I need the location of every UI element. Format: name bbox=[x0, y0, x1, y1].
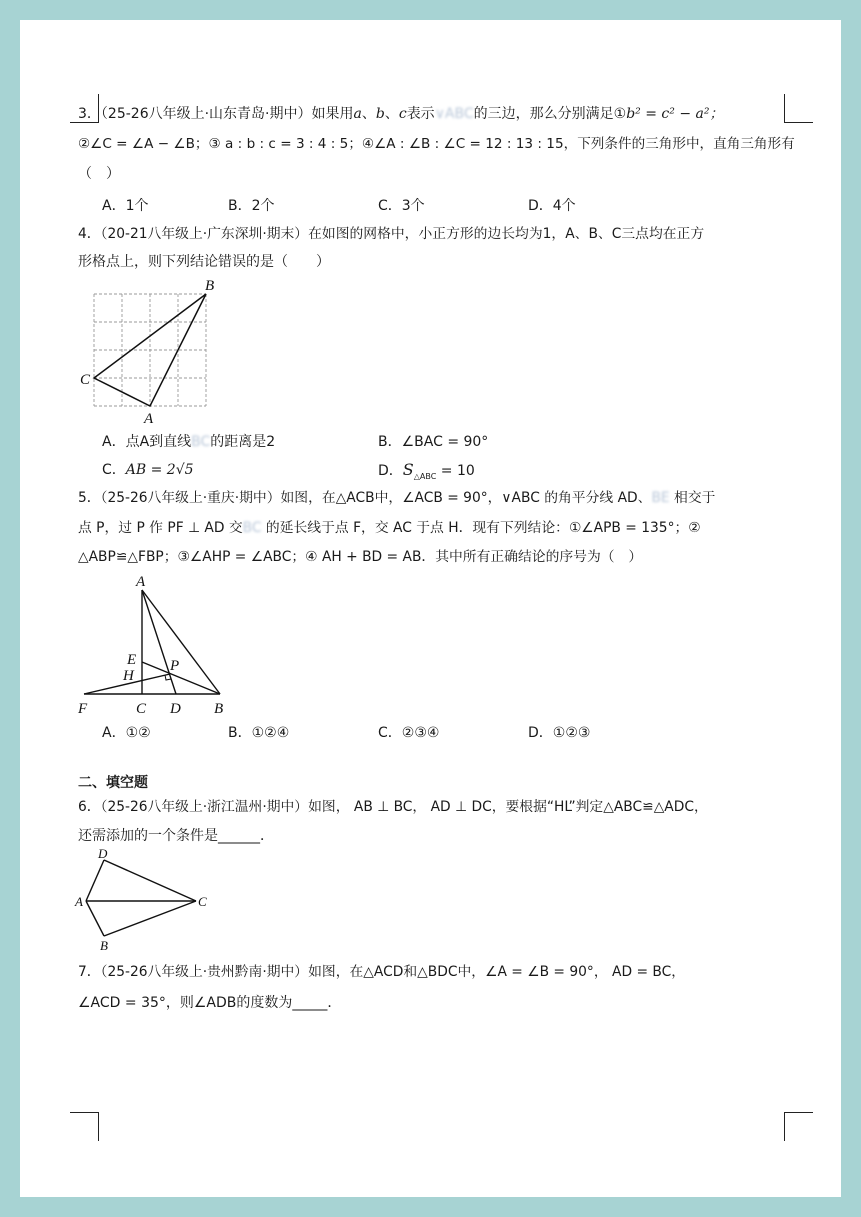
q7-line-2: ∠ACD = 35°，则∠ADB的度数为_____． bbox=[78, 995, 342, 1011]
q5-label-e: E bbox=[127, 652, 137, 668]
q5-line-1: 5．（25-26八年级上·重庆·期中）如图，在△ACB中，∠ACB = 90°，∨ABC 的角平分线 AD、BE 相交于 bbox=[78, 490, 716, 506]
q5-label-f: F bbox=[78, 701, 88, 717]
q5-option-d: D．①②③ bbox=[528, 725, 591, 741]
worksheet-page bbox=[20, 20, 841, 1197]
q6-label-b: B bbox=[100, 938, 108, 953]
q5-label-c: C bbox=[136, 701, 147, 717]
q5-label-d: D bbox=[170, 701, 181, 717]
q4-option-d: D．$S_{\triangle ABC} = 10$ bbox=[378, 460, 475, 481]
q3-option-b: B．2个 bbox=[228, 198, 275, 214]
q4-grid-figure bbox=[74, 276, 224, 424]
q5-option-c: C．②③④ bbox=[378, 725, 440, 741]
q5-option-a: A．①② bbox=[102, 725, 151, 741]
q3-option-d: D．4个 bbox=[528, 198, 576, 214]
q4-grid-lines bbox=[94, 294, 206, 406]
q5-segment-ad bbox=[142, 590, 176, 694]
q3-option-c: C．3个 bbox=[378, 198, 425, 214]
q4-label-c: C bbox=[80, 372, 91, 388]
q3-line-2: ②∠C = ∠A − ∠B；③ a : b : c = 3 : 4 : 5；④∠A : ∠B : ∠C = 12 : 13 : 15，下列条件的三角形中，直角三角形有 bbox=[78, 136, 795, 152]
q6-kite-figure bbox=[74, 846, 224, 954]
q6-line-1: 6．（25-26八年级上·浙江温州·期中）如图， AB ⊥ BC， AD ⊥ DC，要根据“HL”判定△ABC≌△ADC， bbox=[78, 799, 708, 815]
q6-segment-ab bbox=[86, 901, 104, 936]
q3-line-1: 3．（25-26八年级上·山东青岛·期中）如果用a、b、c表示∨ABC的三边，那么分别满足①b² = c² − a²； bbox=[78, 106, 724, 122]
q4-option-c: C．AB = 2√5 bbox=[102, 462, 194, 478]
q4-label-a: A bbox=[144, 411, 154, 424]
q6-segment-dc bbox=[104, 860, 196, 901]
q4-option-b: B．∠BAC = 90° bbox=[378, 434, 489, 450]
q3-answer-paren: （ ） bbox=[78, 166, 120, 182]
q4-label-b: B bbox=[205, 278, 215, 294]
q6-segment-bc bbox=[104, 901, 196, 936]
section-title-fill-blank: 二、填空题 bbox=[78, 775, 148, 791]
q4-line-2: 形格点上，则下列结论错误的是（ ） bbox=[78, 254, 330, 270]
q7-line-1: 7．（25-26八年级上·贵州黔南·期中）如图，在△ACD和△BDC中，∠A = ∠B = 90°， AD = BC， bbox=[78, 964, 686, 980]
q4-line-1: 4．（20-21八年级上·广东深圳·期末）在如图的网格中，小正方形的边长均为1，A、B、C三点均在正方 bbox=[78, 226, 705, 242]
crop-mark-top-right bbox=[784, 94, 813, 123]
q5-label-h: H bbox=[123, 668, 134, 684]
q5-line-2: 点 P，过 P 作 PF ⊥ AD 交BC 的延长线于点 F，交 AC 于点 H．现有下列结论：①∠APB = 135°；② bbox=[78, 520, 701, 536]
crop-mark-bottom-left bbox=[70, 1112, 99, 1141]
q6-segment-da bbox=[86, 860, 104, 901]
q4-option-a: A．点A到直线BC的距离是2 bbox=[102, 434, 276, 450]
q5-line-3: △ABP≌△FBP；③∠AHP = ∠ABC；④ AH + BD = AB．其中所有正确结论的序号为（ ） bbox=[78, 549, 643, 565]
q6-label-c: C bbox=[198, 894, 207, 909]
q5-option-b: B．①②④ bbox=[228, 725, 290, 741]
q6-label-a: A bbox=[75, 894, 83, 909]
q5-label-a: A bbox=[136, 574, 146, 590]
crop-mark-bottom-right bbox=[784, 1112, 813, 1141]
q6-line-2: 还需添加的一个条件是______． bbox=[78, 828, 274, 844]
q5-label-b: B bbox=[214, 701, 224, 717]
q5-label-p: P bbox=[170, 658, 180, 674]
q3-option-a: A．1个 bbox=[102, 198, 149, 214]
q6-label-d: D bbox=[98, 846, 108, 861]
q5-triangle-figure bbox=[72, 570, 242, 720]
